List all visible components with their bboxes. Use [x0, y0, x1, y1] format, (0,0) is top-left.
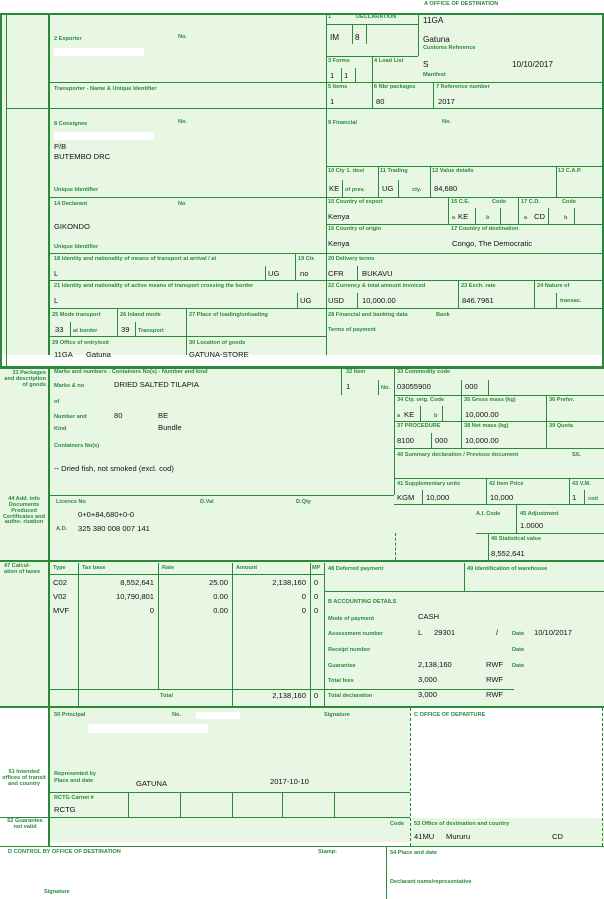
box44-side-label: 44 Add. info Documents Produced Certificates and autho- rization: [3, 496, 45, 526]
tax-mp: 0: [314, 592, 319, 601]
box7-value: 2017: [438, 97, 455, 106]
box16-value: Kenya: [328, 239, 350, 248]
guarantee-value: 2,138,160: [418, 660, 452, 669]
goods-desc-line: -- Dried fish, not smoked (excl. cod): [54, 464, 174, 473]
box29-label: 29 Office of entry/exit: [52, 340, 109, 346]
tax-header-base: Tax base: [82, 565, 106, 571]
box50-no-label: No.: [172, 712, 182, 718]
box44-line1: 0+0+84,680+0-0: [78, 510, 134, 519]
tax-total-mp: 0: [314, 691, 319, 700]
box39-label: 39 Quota: [549, 423, 573, 429]
box34-label: 34 Cty. orig. Code: [397, 397, 445, 403]
tax-type: MVF: [53, 606, 70, 615]
box19-value: no: [300, 269, 309, 278]
total-declaration-currency: RWF: [486, 690, 504, 699]
box31-marks-no-label: Marks & no: [54, 383, 85, 389]
tax-rate: 0.00: [213, 592, 228, 601]
box32-value: 1: [346, 382, 351, 391]
box20-code: CFR: [328, 269, 344, 278]
box17cd-code-label: Code: [562, 199, 576, 205]
assessment-date: 10/10/2017: [534, 628, 573, 637]
tax-amount: 2,138,160: [272, 578, 306, 587]
box34-value: KE: [404, 410, 415, 419]
box25-at-border: at border: [73, 328, 98, 334]
box47-side-label: 47 Calcul- ation of taxes: [4, 563, 41, 575]
box23-value: 846.7961: [462, 296, 494, 305]
declaration-type: IM: [330, 33, 340, 42]
box17-value: Congo, The Democratic: [452, 239, 533, 248]
box14-no-label: No: [178, 201, 186, 207]
box25-label: 25 Mode transport: [52, 312, 101, 318]
guarantee-date-label: Date: [512, 663, 525, 669]
box49-label: 49 Identification of warehouse: [467, 566, 548, 572]
box26-label: 26 Inland mode: [120, 312, 161, 318]
box48-label: 48 Deferred payment: [328, 566, 384, 572]
box43-label: 43 V.M.: [572, 481, 591, 487]
box38-value: 10,000.00: [465, 436, 499, 445]
box46-value: 8,552,641: [491, 549, 525, 558]
box53-country: CD: [552, 832, 563, 841]
box11-label: 11 Trading: [380, 168, 408, 174]
box12-value: 84,680: [434, 184, 458, 193]
box6-value: 80: [376, 97, 385, 106]
box15-value: Kenya: [328, 212, 350, 221]
box21-nationality: UG: [300, 296, 312, 305]
assessment-label: Assessment number: [328, 631, 384, 637]
box40-label: 40 Summary declaration / Previous document: [397, 452, 519, 458]
box30-value: GATUNA-STORE: [189, 350, 249, 359]
accounting-title: B ACCOUNTING DETAILS: [328, 599, 397, 605]
box22-amount: 10,000.00: [362, 296, 396, 305]
mode-of-payment-label: Mode of payment: [328, 616, 374, 622]
box13-label: 13 C.A.P.: [558, 168, 582, 174]
box10-of-prev: of prev.: [345, 187, 365, 193]
box33-ext: 000: [465, 382, 478, 391]
box32-no-label: No.: [381, 385, 391, 391]
box10-label: 10 Cty 1. dest: [328, 168, 365, 174]
declaration-label: DECLARATION: [356, 14, 397, 20]
tax-header-mp: MP: [312, 565, 321, 571]
customs-office: Gatuna: [423, 35, 450, 44]
box44-ad-label: A.D.: [56, 526, 68, 532]
box45-label: 45 Adjustment: [520, 511, 559, 517]
box41-value: 10,000: [426, 493, 450, 502]
box16-label: 16 Country of origin: [328, 226, 382, 232]
box25-value: 33: [55, 325, 64, 334]
box2-label: 2 Exporter: [54, 36, 82, 42]
box42-label: 42 Item Price: [489, 481, 524, 487]
box2-no-label: No.: [178, 34, 188, 40]
box53-name: Mururu: [446, 832, 471, 841]
box51-place: GATUNA: [136, 779, 168, 788]
customs-ref-prefix: S: [423, 60, 429, 69]
declarant-value: GIKONDO: [54, 222, 90, 231]
box34-b: b: [434, 413, 438, 419]
tax-base: 8,552,641: [120, 578, 154, 587]
box44-dqty-label: D.Qty: [296, 499, 311, 505]
box33-label: 33 Commodity code: [397, 369, 451, 375]
box44-ad-value: 325 380 008 007 141: [78, 524, 150, 533]
office-of-departure-title: C OFFICE OF DEPARTURE: [414, 712, 486, 718]
box31-of-label: of: [54, 399, 60, 405]
assessment-slash: /: [496, 628, 499, 637]
tax-header-rate: Rate: [162, 565, 175, 571]
box51-place-date-label: Place and date: [54, 778, 94, 784]
control-title: D CONTROL BY OFFICE OF DESTINATION: [8, 849, 121, 855]
box32-label: 32 Item: [346, 369, 366, 375]
box24-transac: transac.: [560, 298, 582, 304]
box43-cod: cod: [588, 496, 598, 502]
box40-sl: S/L: [572, 452, 581, 458]
box53-code: 41MU: [414, 832, 435, 841]
box20-place: BUKAVU: [362, 269, 393, 278]
box6-label: 6 Nbr packages: [374, 84, 416, 90]
box21-label: 21 Identity and nationality of active means of transport crossing the border: [54, 283, 254, 289]
box35-label: 35 Gross mass (kg): [464, 397, 516, 403]
tax-rate: 25.00: [208, 578, 228, 587]
box17cd-value: CD: [534, 212, 545, 221]
box9-no-label: No.: [442, 119, 452, 125]
box34-a: a: [397, 413, 401, 419]
declaration-code: 11GA: [423, 16, 444, 25]
tax-total-amount: 2,138,160: [272, 691, 306, 700]
tax-type: C02: [53, 578, 67, 587]
box15ce-label: 15 C.E.: [451, 199, 470, 205]
assessment-prefix: L: [418, 628, 423, 637]
box41-label: 41 Supplementary units: [397, 481, 461, 487]
guarantee-label: Guarantee: [328, 663, 356, 669]
box22-currency: USD: [328, 296, 345, 305]
tax-total-label: Total: [160, 693, 173, 699]
box27-label: 27 Place of loading/unloading: [189, 312, 268, 318]
box15ce-value: KE: [458, 212, 469, 221]
box44-ai-code-label: A.I. Code: [476, 511, 501, 517]
receipt-date-label: Date: [512, 647, 525, 653]
box38-label: 38 Net mass (kg): [464, 423, 509, 429]
office-of-destination-title: A OFFICE OF DESTINATION: [424, 1, 499, 7]
mode-of-payment-value: CASH: [418, 612, 440, 621]
box52-side-label: 52 Guarantee not valid: [7, 818, 43, 830]
box15ce-code-label: Code: [492, 199, 506, 205]
box37-v1: 8100: [397, 436, 414, 445]
box5-value: 1: [330, 97, 335, 106]
goods-description: DRIED SALTED TILAPIA: [114, 380, 199, 389]
box41-unit: KGM: [397, 493, 415, 502]
box10-value: KE: [329, 184, 340, 193]
box3-label: 3 Forms: [328, 58, 350, 64]
box36-label: 36 Prefer.: [549, 397, 575, 403]
box50-label: 50 Principal: [54, 712, 86, 718]
box20-label: 20 Delivery terms: [328, 256, 375, 262]
box14-unique-identifier: Unique Identifier: [54, 244, 99, 250]
box45-value: 1.0000: [520, 521, 544, 530]
box31-marks-label: Marks and numbers - Containers No(s) - Number and kind: [54, 369, 208, 375]
box28-label: 28 Financial and banking data: [328, 312, 408, 318]
control-signature-label: Signature: [44, 889, 70, 895]
consignee-line1: P/B: [54, 142, 67, 151]
box31-number-label: Number and: [54, 414, 87, 420]
box9-label: 9 Financial: [328, 120, 357, 126]
box8-label: 8 Consignee: [54, 121, 88, 127]
tax-header-amount: Amount: [236, 565, 258, 571]
box44-licence-label: Licence No: [56, 499, 86, 505]
box44-dval-label: D.Val: [200, 499, 214, 505]
box28-terms-label: Terms of payment: [328, 327, 376, 333]
box8-unique-identifier: Unique Identifier: [54, 187, 99, 193]
tax-amount: 0: [301, 606, 306, 615]
box3-v1: 1: [330, 71, 335, 80]
box51-carnet-label: RCTG Carnet #: [54, 795, 94, 801]
box11-cty: cty.: [412, 187, 422, 193]
box28-bank-label: Bank: [436, 312, 450, 318]
customs-ref-date: 10/10/2017: [512, 60, 553, 69]
box51-carnet-value: RCTG: [54, 805, 76, 814]
box35-value: 10,000.00: [465, 410, 499, 419]
box19-label: 19 Ctr.: [298, 256, 316, 262]
box12-label: 12 Value details: [432, 168, 474, 174]
total-fees-label: Total fees: [328, 678, 354, 684]
box50-signature-label: Signature: [324, 712, 350, 718]
box18-label: 18 Identity and nationality of means of transport at arrival / at: [54, 256, 217, 262]
goods-number: 80: [114, 411, 123, 420]
box17-label: 17 Country of destination: [451, 226, 519, 232]
tax-mp: 0: [314, 606, 319, 615]
tax-mp: 0: [314, 578, 319, 587]
control-stamp-label: Stamp:: [318, 849, 337, 855]
box15-label: 15 Country of export: [328, 199, 383, 205]
box11-value: UG: [382, 184, 394, 193]
box14-label: 14 Declarant: [54, 201, 88, 207]
total-fees-value: 3,000: [418, 675, 438, 684]
tax-base: 10,790,801: [115, 592, 154, 601]
box15ce-a: a: [452, 215, 456, 221]
box17cd-a: a: [524, 215, 528, 221]
box52-code-label: Code: [390, 821, 404, 827]
box3-v2: 1: [344, 71, 349, 80]
total-declaration-label: Total declaration: [328, 693, 373, 699]
box8-no-label: No.: [178, 119, 188, 125]
tax-type: V02: [53, 592, 67, 601]
box37-label: 37 PROCEDURE: [397, 423, 441, 429]
total-fees-currency: RWF: [486, 675, 504, 684]
box1-label: 1: [328, 14, 332, 20]
consignee-line2: BUTEMBO DRC: [54, 152, 111, 161]
box17cd-label: 17 C.D.: [521, 199, 540, 205]
box4-label: 4 Load List: [374, 58, 404, 64]
box31-side-label: 31 Packages and description of goods: [4, 370, 46, 388]
box17cd-b: b: [564, 215, 568, 221]
box26-value: 39: [121, 325, 130, 334]
tax-rate: 0.00: [213, 606, 228, 615]
total-declaration-value: 3,000: [418, 690, 438, 699]
box31-kind-label: Kind: [54, 426, 67, 432]
declaration-num: 8: [355, 33, 360, 42]
manifest-label: Manifest: [423, 72, 446, 78]
customs-reference-label: Customs Reference: [423, 45, 476, 51]
box53-label: 53 Office of destination and country: [414, 821, 510, 827]
box54-declarant-label: Declarant name/representative: [390, 879, 472, 885]
box7-label: 7 Reference number: [436, 84, 490, 90]
box23-label: 23 Exch. rate: [461, 283, 496, 289]
guarantee-currency: RWF: [486, 660, 504, 669]
box42-value: 10,000: [490, 493, 514, 502]
tax-base: 0: [149, 606, 154, 615]
box51-represented-label: Represented by: [54, 771, 96, 777]
transporter-label: Transporter - Name & Unique Identifier: [54, 86, 157, 92]
box37-v2: 000: [435, 436, 448, 445]
tax-amount: 0: [301, 592, 306, 601]
box15ce-b: b: [486, 215, 490, 221]
box31-containers-label: Containers No(s): [54, 443, 100, 449]
box18-nationality: UG: [268, 269, 280, 278]
box43-value: 1: [572, 493, 577, 502]
assessment-date-label: Date: [512, 631, 525, 637]
box46-label: 46 Statistical value: [491, 536, 542, 542]
box33-code: 03055900: [397, 382, 431, 391]
box29-code: 11GA: [54, 350, 73, 359]
box22-label: 22 Currency & total amount invoiced: [328, 283, 426, 289]
tax-header-type: Type: [53, 565, 66, 571]
box21-value: L: [54, 296, 59, 305]
box54-label: 54 Place and date: [390, 850, 437, 856]
receipt-label: Receipt number: [328, 647, 371, 653]
box24-label: 24 Nature of: [537, 283, 570, 289]
box5-label: 5 Items: [328, 84, 348, 90]
box51-date: 2017-10-10: [270, 777, 309, 786]
assessment-value: 29301: [434, 628, 456, 637]
box51-side-label: 51 Intended offices of transit and country: [2, 769, 46, 787]
box29-name: Gatuna: [86, 350, 111, 359]
box18-value: L: [54, 269, 59, 278]
goods-kind-name: Bundle: [158, 423, 182, 432]
box26-transport: Transport: [138, 328, 164, 334]
box30-label: 30 Location of goods: [189, 340, 246, 346]
goods-kind-code: BE: [158, 411, 169, 420]
